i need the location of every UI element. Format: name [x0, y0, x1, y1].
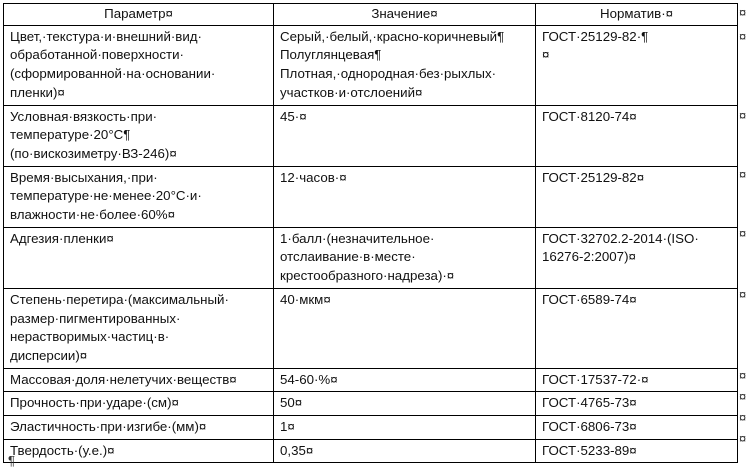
cell-text-line: Полуглянцевая¶: [280, 47, 382, 63]
cell-text-line: Прочность·при·ударе·(см)¤: [10, 395, 179, 411]
cell-text-line: отслаивание·в·месте·: [280, 249, 416, 265]
param-cell: [4, 227, 274, 288]
param-cell: [4, 25, 274, 105]
table-row: [4, 368, 738, 392]
value-cell: [274, 416, 536, 440]
table-row: [4, 392, 738, 416]
norm-cell: [536, 392, 738, 416]
row-end-mark: ¤: [739, 410, 747, 425]
param-cell: [4, 166, 274, 227]
cell-text-line: 50¤: [280, 395, 303, 411]
table-row: [4, 439, 738, 463]
cell-text-line: 1¤: [280, 419, 295, 435]
cell-text-line: ГОСТ·8120-74¤: [542, 108, 637, 124]
table-header-row: [4, 4, 738, 26]
cell-text-line: температуре·20°С¶: [10, 127, 131, 143]
cell-text-line: ¤: [542, 47, 550, 63]
cell-text-line: Условная·вязкость·при·: [10, 108, 158, 124]
cell-text-line: Плотная,·однородная·без·рыхлых·: [280, 66, 497, 82]
cell-text-line: ГОСТ·5233-89¤: [542, 442, 637, 458]
param-cell: [4, 392, 274, 416]
header-norm: Норматив·¤: [536, 4, 738, 26]
value-cell: [274, 166, 536, 227]
cell-text-line: Эластичность·при·изгибе·(мм)¤: [10, 419, 207, 435]
cell-text-line: 1·балл·(незначительное·: [280, 230, 435, 246]
parameters-table: [3, 3, 738, 463]
value-cell: [274, 439, 536, 463]
row-end-mark: ¤: [739, 29, 747, 44]
param-cell: [4, 416, 274, 440]
param-cell: [4, 105, 274, 166]
cell-text-line: ГОСТ·32702.2-2014·(ISO·: [542, 230, 699, 246]
cell-text-line: ГОСТ·6589-74¤: [542, 291, 637, 307]
table-row: [4, 105, 738, 166]
cell-text-line: 54-60·%¤: [280, 371, 338, 387]
cell-text-line: ГОСТ·25129-82·¶: [542, 28, 649, 44]
cell-text-line: 40·мкм¤: [280, 291, 331, 307]
cell-text-line: обработанной·поверхности·: [10, 47, 184, 63]
cell-text-line: Адгезия·пленки¤: [10, 230, 114, 246]
value-cell: [274, 105, 536, 166]
header-value: Значение¤: [274, 4, 536, 26]
cell-text-line: 45·¤: [280, 108, 307, 124]
table-row: [4, 288, 738, 368]
norm-cell: [536, 166, 738, 227]
cell-text-line: температуре·не·менее·20°С·и·: [10, 188, 202, 204]
cell-text-line: нерастворимых·частиц·в·: [10, 329, 170, 345]
value-cell: [274, 368, 536, 392]
cell-text-line: 12·часов·¤: [280, 169, 347, 185]
row-end-mark: ¤: [739, 167, 747, 182]
cell-text-line: Массовая·доля·нелетучих·веществ¤: [10, 371, 237, 387]
value-cell: [274, 288, 536, 368]
cell-text-line: Время·высыхания,·при·: [10, 169, 158, 185]
norm-cell: [536, 288, 738, 368]
table-row: [4, 416, 738, 440]
table-row: [4, 25, 738, 105]
param-cell: [4, 439, 274, 463]
norm-cell: [536, 227, 738, 288]
paragraph-mark: ¶: [8, 453, 15, 468]
param-cell: [4, 288, 274, 368]
row-end-mark: ¤: [739, 368, 747, 383]
header-parameter: Параметр¤: [4, 4, 274, 26]
value-cell: [274, 392, 536, 416]
table-row: [4, 166, 738, 227]
row-end-mark: ¤: [739, 431, 747, 446]
cell-text-line: Степень·перетира·(максимальный·: [10, 291, 229, 307]
row-end-mark: ¤: [739, 226, 747, 241]
cell-text-line: 16276-2:2007)¤: [542, 249, 636, 265]
table-body: [4, 25, 738, 463]
row-end-mark: ¤: [739, 287, 747, 302]
cell-text-line: ГОСТ·6806-73¤: [542, 419, 637, 435]
norm-cell: [536, 25, 738, 105]
norm-cell: [536, 368, 738, 392]
row-end-mark: ¤: [739, 5, 747, 20]
cell-text-line: Серый,·белый,·красно-коричневый¶: [280, 28, 505, 44]
cell-text-line: 0,35¤: [280, 442, 314, 458]
cell-text-line: участков·и·отслоений¤: [280, 84, 423, 100]
cell-text-line: Цвет,·текстура·и·внешний·вид·: [10, 28, 202, 44]
param-cell: [4, 368, 274, 392]
cell-text-line: ГОСТ·25129-82¤: [542, 169, 645, 185]
cell-text-line: дисперсии)¤: [10, 347, 88, 363]
cell-text-line: ГОСТ·17537-72·¤: [542, 371, 649, 387]
value-cell: [274, 25, 536, 105]
norm-cell: [536, 439, 738, 463]
norm-cell: [536, 416, 738, 440]
cell-text-line: влажности·не·более·60%¤: [10, 207, 176, 223]
cell-text-line: размер·пигментированных·: [10, 310, 181, 326]
norm-cell: [536, 105, 738, 166]
row-end-mark: ¤: [739, 108, 747, 123]
table-row: [4, 227, 738, 288]
value-cell: [274, 227, 536, 288]
cell-text-line: (по·вискозиметру·ВЗ-246)¤: [10, 145, 177, 161]
cell-text-line: Твердость·(у.е.)¤: [10, 442, 115, 458]
row-end-mark: ¤: [739, 389, 747, 404]
cell-text-line: крестообразного·надреза)·¤: [280, 268, 455, 284]
cell-text-line: ГОСТ·4765-73¤: [542, 395, 637, 411]
cell-text-line: (сформированной·на·основании·: [10, 66, 216, 82]
cell-text-line: пленки)¤: [10, 84, 65, 100]
